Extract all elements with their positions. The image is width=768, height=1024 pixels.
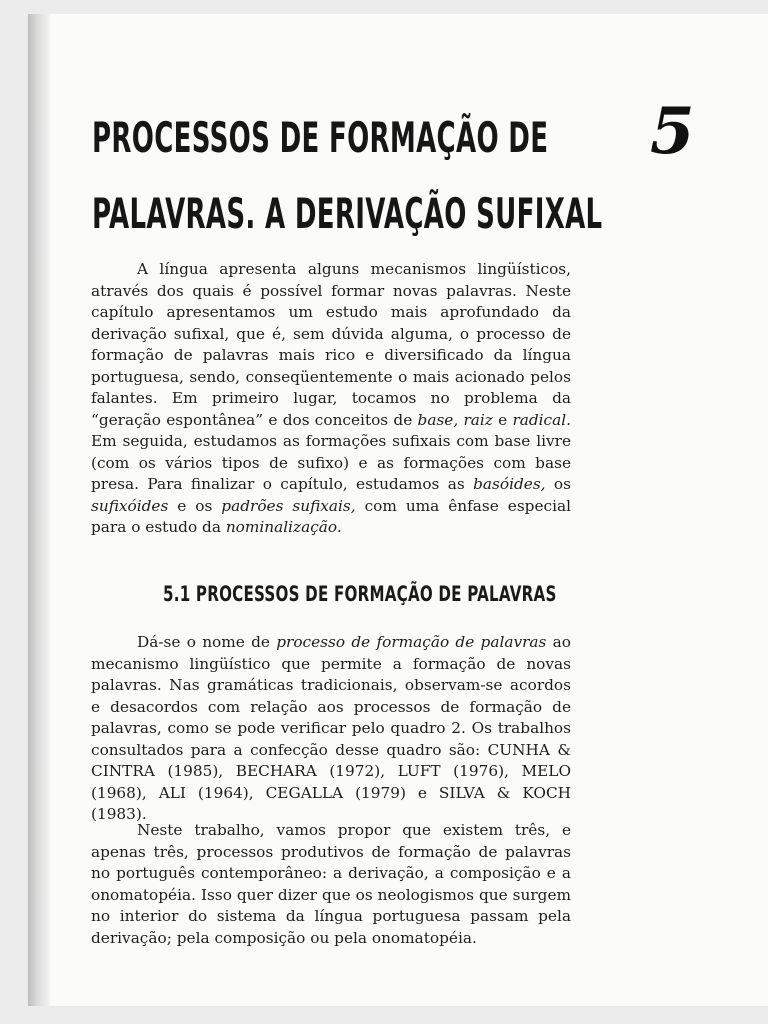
intro-text-5: e os [168, 496, 222, 515]
section-p1-text-2: ao mecanismo lingüístico que permite a formação de novas palavras. Nas gramáticas tradicionais, observam-se acordos e desacordos com relação aos processos de formação de palavras, como se pode verificar pelo quadro 2. Os trabalhos consultados para a confecção desse quadro são: CUNHA & CINTRA (1985), BECHARA (1972), LUFT (1976), MELO (1968), ALI (1964), CEGALLA (1979) e SILVA & KOCH (1983). [91, 633, 571, 823]
intro-paragraph [91, 259, 571, 539]
intro-emphasis-basoides: basóides, [473, 475, 546, 493]
intro-text-6: com uma ênfase especial para o estudo da [91, 496, 571, 536]
section-paragraph-2: Neste trabalho, vamos propor que existem três, e apenas três, processos produtivos de formação de palavras no português contemporâneo: a derivação, a composição e a onomatopéia. Isso quer dizer que os neologismos que surgem no interior do sistema da língua portuguesa passam pela derivação; pela composição ou pela onomatopéia. [91, 821, 571, 947]
chapter-title [92, 100, 603, 252]
intro-text-3: Em seguida, estudamos as formações sufixais com base livre (com os vários tipos de sufixo) e as formações com base presa. Para finalizar o capítulo, estudamos as [91, 432, 571, 493]
section-p1-emphasis: processo de formação de palavras [276, 633, 547, 651]
intro-emphasis-base-raiz: base, raiz [417, 410, 493, 429]
book-page [28, 14, 768, 1006]
chapter-title-line-2: PALAVRAS. A DERIVAÇÃO SUFIXAL [92, 189, 603, 238]
page-binding-shadow [28, 14, 50, 1006]
section-p1-text-1: Dá-se o nome de [137, 633, 277, 651]
intro-emphasis-nominalizacao: nominalização. [225, 518, 342, 536]
chapter-title-line-1: PROCESSOS DE FORMAÇÃO DE [92, 113, 549, 162]
chapter-number: 5 [650, 94, 695, 169]
intro-text-4: os [545, 475, 571, 493]
intro-emphasis-radical: radical. [512, 410, 571, 429]
section-heading: 5.1 PROCESSOS DE FORMAÇÃO DE PALAVRAS [163, 582, 557, 606]
intro-emphasis-sufixoides: sufixóides [91, 496, 169, 515]
intro-text-2: e [492, 410, 513, 429]
intro-text-1: A língua apresenta alguns mecanismos lingüísticos, através dos quais é possível formar novas palavras. Neste capítulo apresentamos um estudo mais aprofundado da derivação sufixal, que é, sem dúvida alguma, o processo de formação de palavras mais rico e diversificado da língua portuguesa, sendo, conseqüentemente o mais acionado pelos falantes. Em primeiro lugar, tocamos no problema da “geração espontânea” e dos conceitos de [91, 260, 571, 429]
section-paragraph-1 [91, 632, 571, 826]
intro-emphasis-padroes-sufixais: padrões sufixais, [221, 496, 356, 515]
